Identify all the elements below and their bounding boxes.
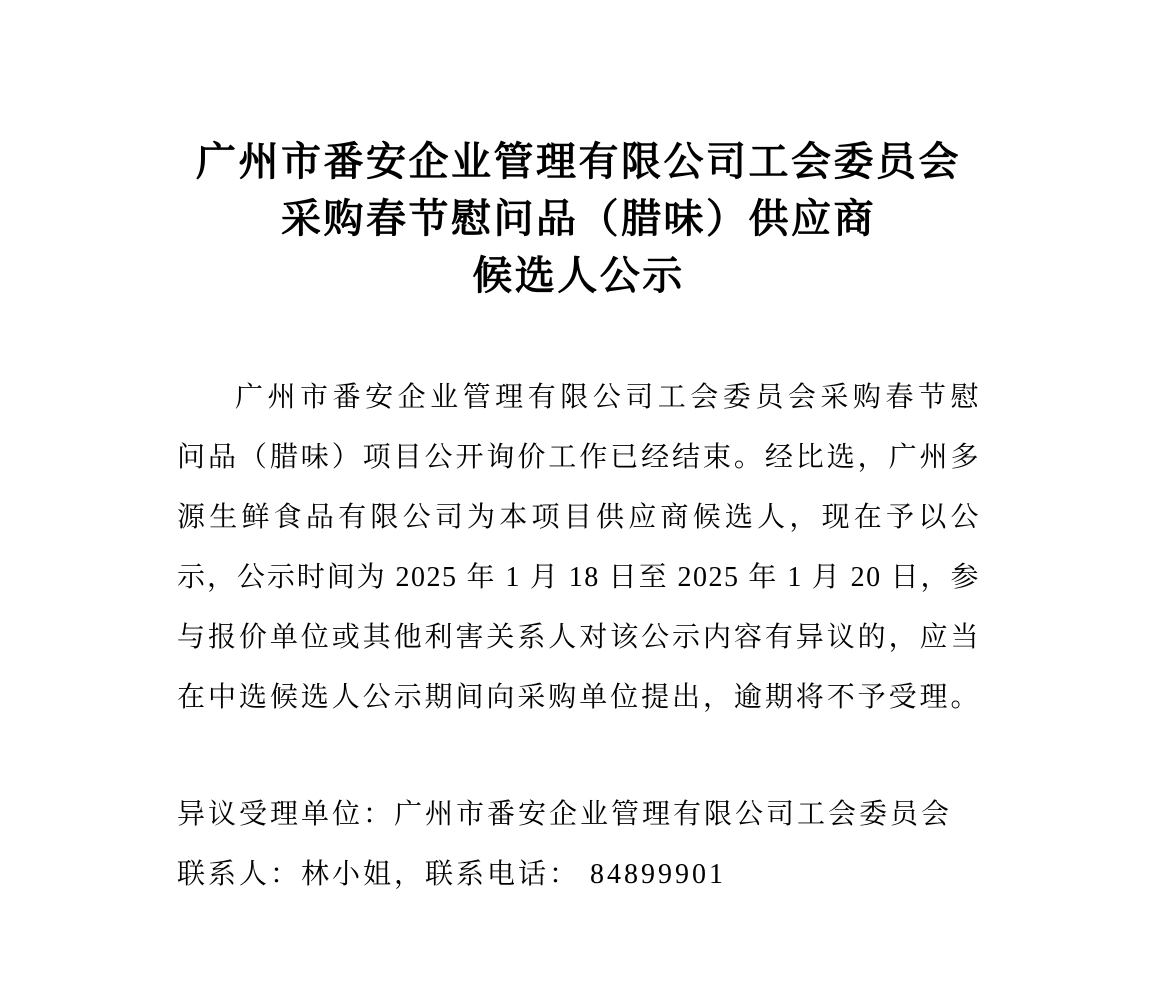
announcement-paragraph: [177, 368, 980, 728]
body-line-6: 在中选候选人公示期间向采购单位提出，逾期将不予受理。: [177, 682, 980, 713]
title-line-3: 候选人公示: [472, 253, 685, 298]
body-line-4: 示，公示时间为 2025 年 1 月 18 日至 2025 年 1 月 20 日，参: [177, 562, 980, 593]
objection-accepting-unit-line: 异议受理单位：广州市番安企业管理有限公司工会委员会: [177, 799, 953, 830]
title-line-1: 广州市番安企业管理有限公司工会委员会: [196, 139, 961, 184]
body-line-3: 源生鲜食品有限公司为本项目供应商候选人，现在予以公: [177, 502, 980, 533]
body-line-2: 问品（腊味）项目公开询价工作已经结束。经比选，广州多: [177, 442, 980, 473]
title-line-2: 采购春节慰问品（腊味）供应商: [281, 196, 876, 241]
body-line-1: 广州市番安企业管理有限公司工会委员会采购春节慰: [235, 382, 980, 413]
contact-info: [177, 785, 980, 905]
body-line-5: 与报价单位或其他利害关系人对该公示内容有异议的，应当: [177, 622, 980, 653]
document-title: [177, 133, 980, 304]
contact-person-phone-line: 联系人：林小姐，联系电话： 84899901: [177, 859, 727, 890]
